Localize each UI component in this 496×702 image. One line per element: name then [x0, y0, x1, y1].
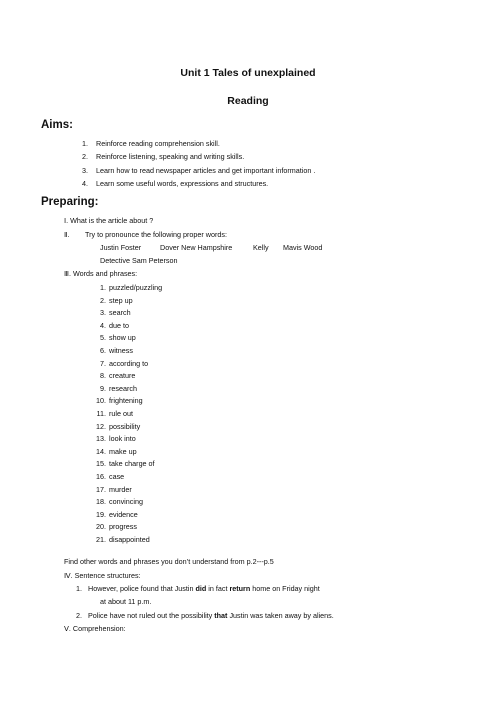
aims-item-text: Reinforce listening, speaking and writing skills.: [96, 152, 245, 161]
word-item: murder: [109, 484, 132, 494]
preparing-heading: Preparing:: [41, 196, 99, 208]
find-other-words-note: Find other words and phrases you don’t understand from p.2---p.5: [64, 557, 274, 566]
document-subtitle: Reading: [227, 95, 269, 107]
sentence-1-part: in fact: [206, 584, 230, 593]
word-item-number: 16.: [96, 472, 106, 481]
word-item-number: 19.: [96, 509, 106, 519]
aims-item-text: Reinforce reading comprehension skill.: [96, 139, 220, 148]
proper-name: Kelly: [253, 243, 269, 252]
aims-item-text: Learn how to read newspaper articles and get important information .: [96, 166, 316, 175]
word-item-number: 3.: [100, 308, 106, 318]
word-item-number: 17.: [96, 484, 106, 494]
word-item: rule out: [109, 409, 133, 418]
word-item-number: 7.: [100, 358, 106, 368]
word-item-number: 11.: [96, 409, 106, 418]
word-item: according to: [109, 358, 149, 368]
word-item: disappointed: [109, 535, 150, 544]
word-item: evidence: [109, 509, 138, 519]
word-item: look into: [109, 434, 136, 444]
sentence-1: [88, 584, 320, 593]
question-1: Ⅰ. What is the article about ?: [64, 216, 154, 225]
aims-item-number: 3.: [82, 166, 88, 175]
word-item: search: [109, 308, 131, 318]
question-5: Ⅴ. Comprehension:: [64, 624, 126, 633]
word-item: show up: [109, 333, 136, 343]
word-item-number: 21.: [96, 535, 106, 544]
aims-item-text: Learn some useful words, expressions and structures.: [96, 179, 269, 188]
question-4: Ⅳ. Sentence structures:: [64, 571, 141, 580]
sentence-1-emphasis: did: [195, 584, 207, 593]
sentence-2-part: Police have not ruled out the possibility: [88, 611, 215, 620]
word-item: step up: [109, 295, 133, 305]
aims-item-number: 4.: [82, 179, 88, 188]
word-item-number: 9.: [100, 383, 106, 393]
word-item: case: [109, 472, 125, 481]
question-2-marker: Ⅱ.: [64, 230, 70, 239]
word-item: make up: [109, 446, 137, 456]
word-item-number: 6.: [100, 346, 106, 355]
document-title: Unit 1 Tales of unexplained: [180, 67, 316, 79]
sentence-2-part: Justin was taken away by aliens.: [227, 611, 334, 620]
sentence-2-emphasis: that: [214, 611, 228, 620]
sentence-1-number: 1.: [76, 584, 82, 593]
question-2: Try to pronounce the following proper words:: [85, 230, 227, 239]
word-item-number: 8.: [100, 371, 106, 381]
sentence-2-number: 2.: [76, 611, 82, 620]
proper-name: Detective Sam Peterson: [100, 256, 178, 265]
word-item: due to: [109, 320, 129, 330]
word-item: creature: [109, 371, 136, 381]
word-item-number: 1.: [100, 283, 106, 292]
word-item-number: 4.: [100, 320, 106, 330]
proper-name: Justin Foster: [100, 243, 142, 252]
aims-heading: Aims:: [41, 119, 73, 131]
proper-name: Dover New Hampshire: [160, 243, 233, 252]
proper-name: Mavis Wood: [283, 243, 323, 252]
word-item-number: 13.: [96, 434, 106, 444]
word-item-number: 14.: [96, 446, 106, 456]
sentence-1-part: However, police found that Justin: [88, 584, 196, 593]
question-3: Ⅲ. Words and phrases:: [64, 269, 138, 278]
word-item: take charge of: [109, 459, 155, 469]
word-item: possibility: [109, 421, 141, 431]
word-item-number: 2.: [100, 295, 106, 305]
word-item: progress: [109, 522, 137, 532]
word-item: research: [109, 383, 137, 393]
word-item-number: 10.: [96, 396, 106, 406]
word-item-number: 18.: [96, 497, 106, 507]
sentence-1-continuation: at about 11 p.m.: [100, 597, 152, 606]
sentence-2: [88, 611, 334, 620]
word-item: witness: [109, 346, 133, 355]
sentence-1-emphasis: return: [229, 584, 251, 593]
word-item-number: 20.: [96, 522, 106, 532]
word-item: frightening: [109, 396, 143, 406]
word-item-number: 5.: [100, 333, 106, 343]
aims-item-number: 1.: [82, 139, 88, 148]
word-item: convincing: [109, 497, 143, 507]
aims-item-number: 2.: [82, 152, 88, 161]
word-item-number: 12.: [96, 421, 106, 431]
word-item: puzzled/puzzling: [109, 283, 163, 292]
sentence-1-part: home on Friday night: [250, 584, 320, 593]
word-item-number: 15.: [96, 459, 106, 469]
